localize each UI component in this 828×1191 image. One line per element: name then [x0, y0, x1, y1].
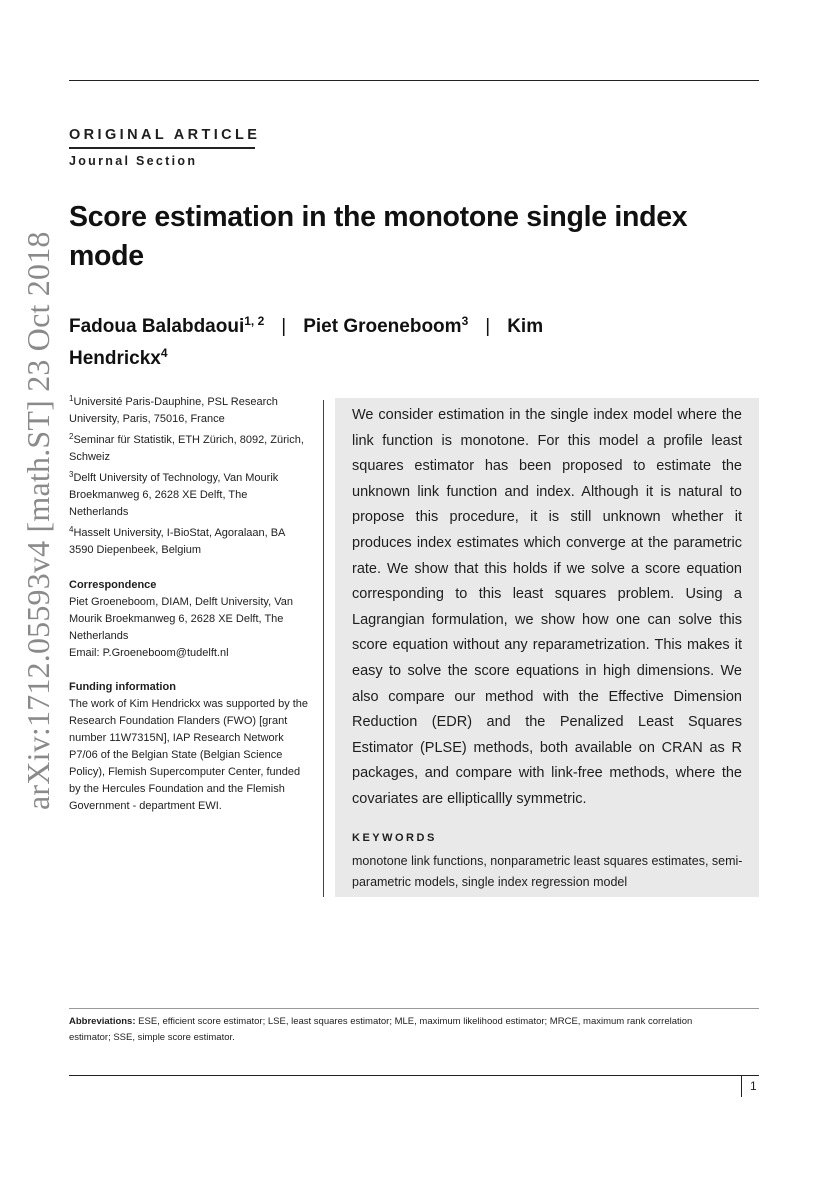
abbreviations-text: ESE, efficient score estimator; LSE, least squares estimator; MLE, maximum likelihood estimator; MRCE, maximum rank correlation estimator; SSE, simple score estimator. — [69, 1016, 693, 1043]
affiliation-number: 1 — [69, 394, 74, 403]
affiliation-number: 4 — [69, 525, 74, 534]
top-rule — [69, 80, 759, 81]
keywords-text: monotone link functions, nonparametric least squares estimates, semi-parametric models, single index regression model — [352, 854, 743, 889]
abstract-divider — [323, 400, 324, 897]
affiliation-text: Hasselt University, I-BioStat, Agoralaan, BA 3590 Diepenbeek, Belgium — [69, 527, 285, 556]
correspondence-email[interactable]: Email: P.Groeneboom@tudelft.nl — [69, 647, 229, 659]
abstract-text: We consider estimation in the single index model where the link function is monotone. For this model a profile least squares estimator has been proposed to estimate the unknown link function and index. Although it is natural to propose this procedure, it is still unknown whether it produces index estimates which converge at the parametric rate. We show that this holds if we solve a score equation corresponding to this least squares problem. Using a Lagrangian formulation, we show how one can solve this score equation without any reparametrization. This makes it easy to solve the score equations in high dimensions. We also compare our method with the Effective Dimension Reduction (EDR) and the Penalized Least Squares Estimator (PLSE) methods, both available on CRAN as R packages, and compare with link-free methods, where the covariates are ellipticallly symmetric. — [352, 407, 742, 807]
funding-text: The work of Kim Hendrickx was supported by the Research Foundation Flanders (FWO) [grant number 11W7315N], IAP Research Network P7/06 of the Belgian State (Belgian Science Policy), Flemish Supercomputer Center, funded by the Hercules Foundation and the Flemish Government - department EWI. — [69, 698, 309, 812]
affiliation — [69, 394, 309, 428]
affiliation-text: Seminar für Statistik, ETH Zürich, 8092, Zürich, Schweiz — [69, 434, 304, 463]
author-name: Kim Hendrickx — [69, 316, 544, 369]
abbreviations-label: Abbreviations: — [69, 1016, 136, 1027]
author-separator: | — [281, 316, 287, 337]
arxiv-stamp: arXiv:1712.05593v4 [math.ST] 23 Oct 2018 — [20, 231, 56, 810]
affiliation-text: Delft University of Technology, Van Mourik Broekmanweg 6, 2628 XE Delft, The Netherlands — [69, 472, 279, 518]
author-affiliation-mark: 1, 2 — [244, 314, 265, 328]
funding-heading: Funding information — [69, 681, 176, 693]
keywords-heading: KEYWORDS — [352, 832, 437, 844]
article-type-label: ORIGINAL ARTICLE — [69, 127, 261, 143]
affiliation — [69, 432, 309, 466]
affiliation-number: 3 — [69, 470, 74, 479]
correspondence-text: Piet Groeneboom, DIAM, Delft University, Van Mourik Broekmanweg 6, 2628 XE Delft, The Netherlands — [69, 596, 293, 642]
bottom-rule — [69, 1075, 759, 1076]
author-affiliation-mark: 4 — [160, 346, 168, 360]
journal-section-label: Journal Section — [69, 154, 198, 168]
footnote-rule — [69, 1008, 759, 1009]
affiliation — [69, 525, 309, 559]
side-column — [69, 394, 309, 815]
author-name: Fadoua Balabdaoui — [69, 316, 245, 337]
affiliation — [69, 470, 309, 521]
author-name: Piet Groeneboom — [303, 316, 462, 337]
correspondence-heading: Correspondence — [69, 579, 157, 591]
affiliation-number: 2 — [69, 432, 74, 441]
author-affiliation-mark: 3 — [461, 314, 469, 328]
page-number-rule — [741, 1075, 742, 1097]
page-number: 1 — [750, 1079, 757, 1093]
paper-title: Score estimation in the monotone single index mode — [69, 201, 688, 272]
article-type-underline — [69, 147, 255, 149]
abbreviations-footnote — [69, 1014, 729, 1046]
author-list — [69, 311, 629, 375]
affiliation-text: Université Paris-Dauphine, PSL Research University, Paris, 75016, France — [69, 396, 278, 425]
author-separator: | — [485, 316, 491, 337]
